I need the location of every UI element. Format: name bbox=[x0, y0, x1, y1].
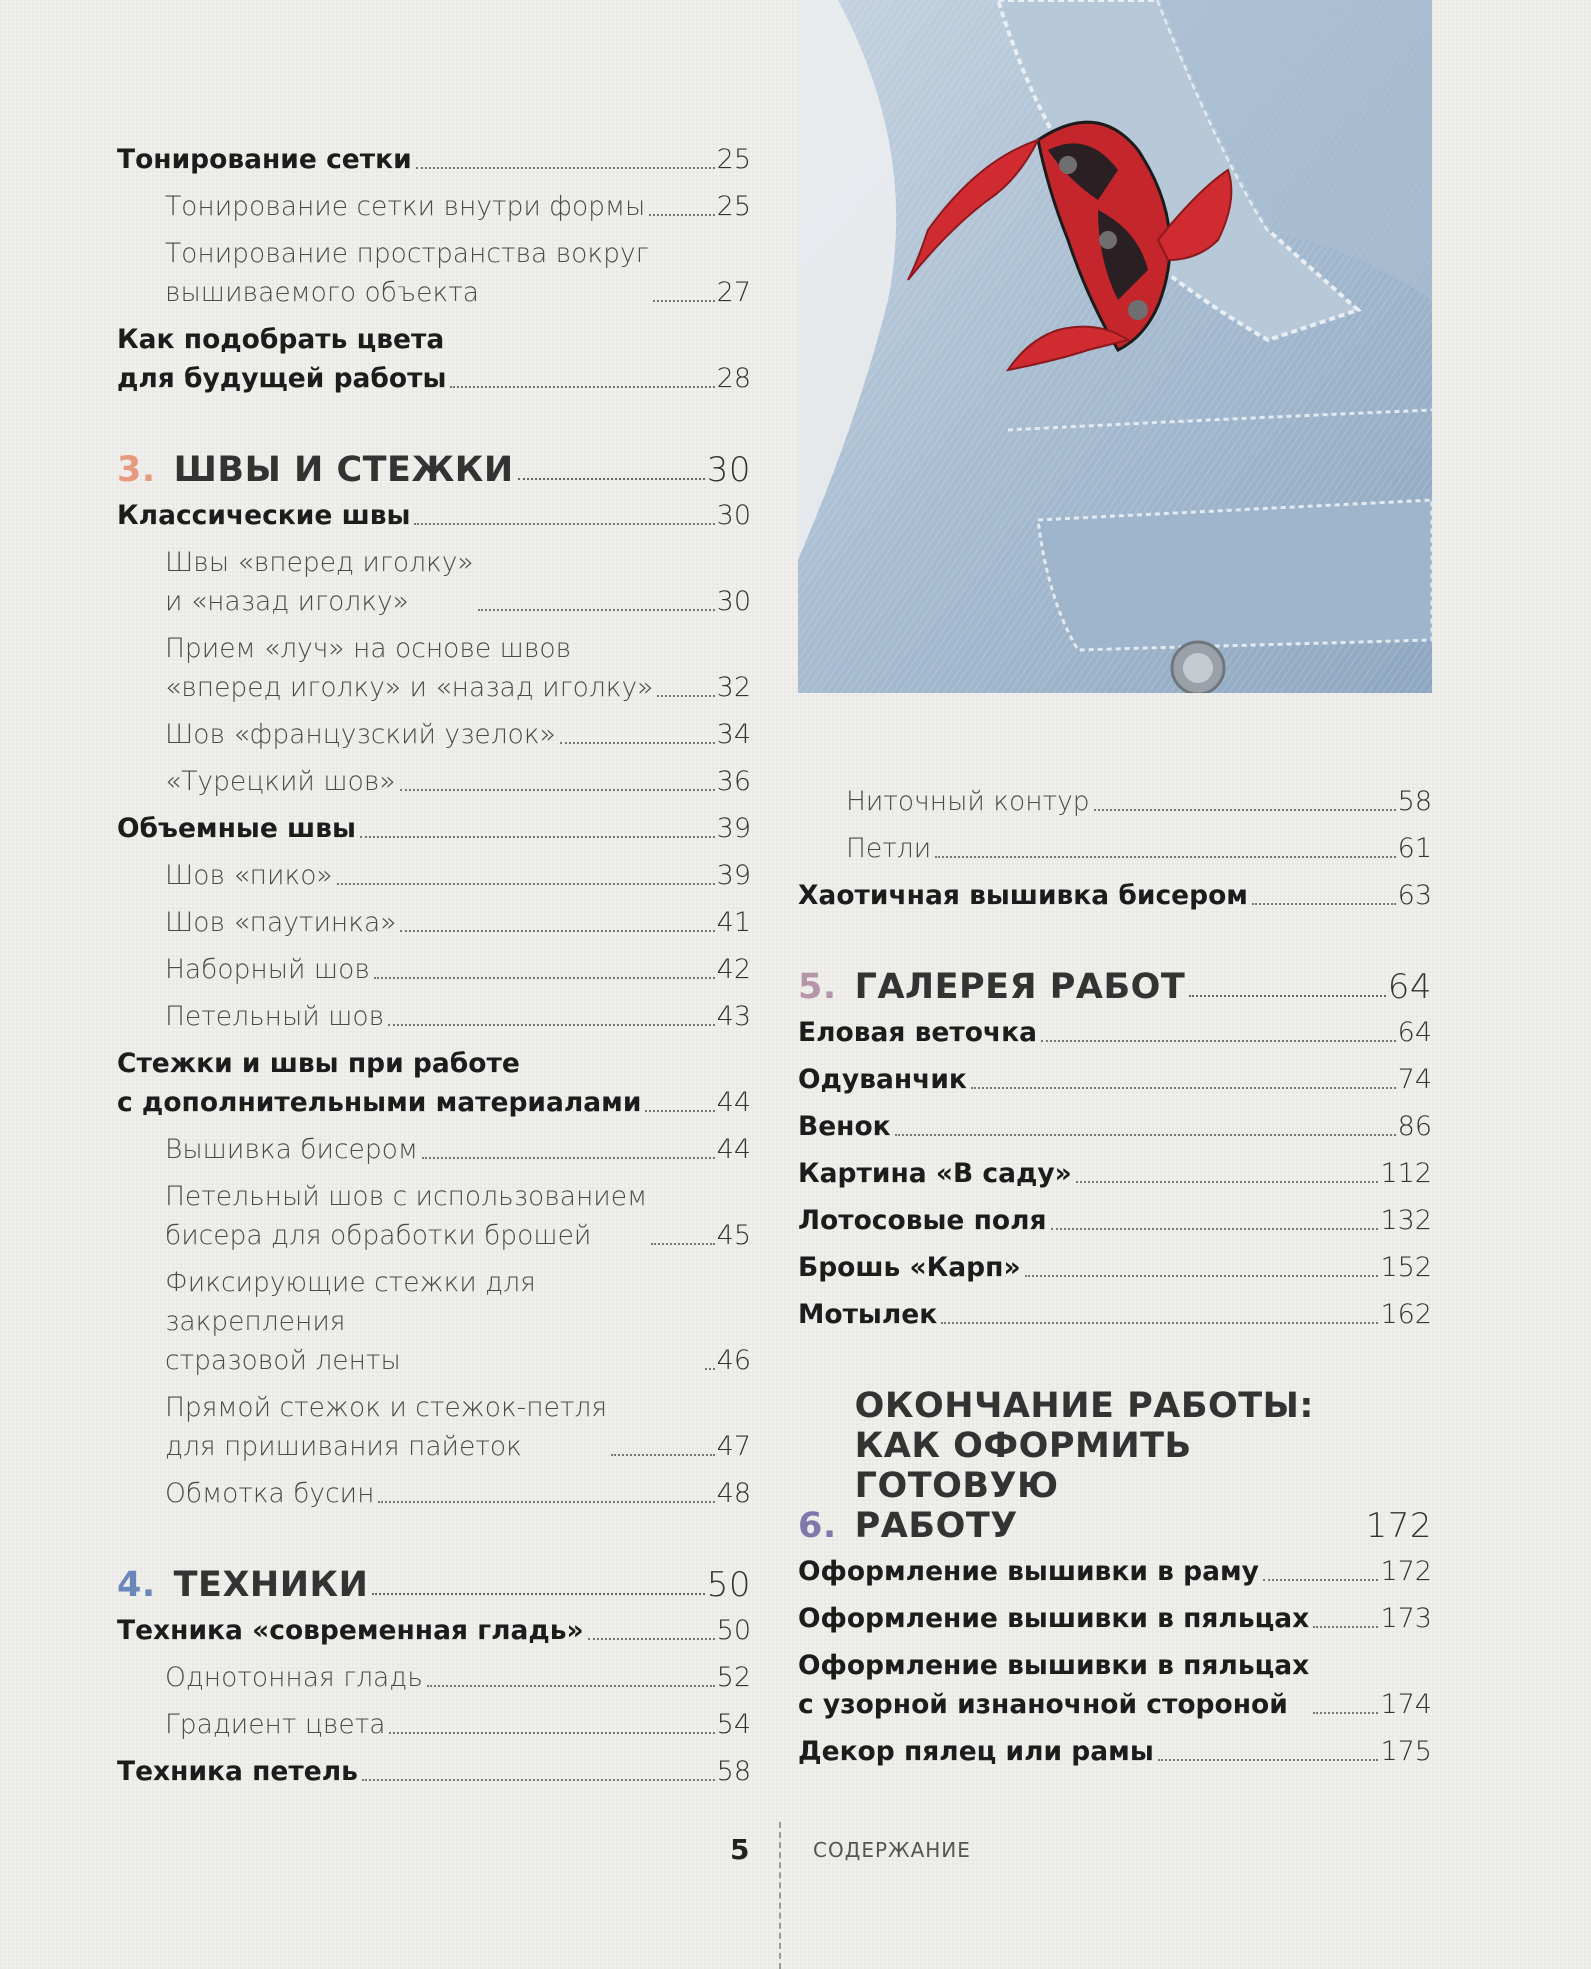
toc-page-number: 46 bbox=[716, 1345, 751, 1376]
toc-page-number: 25 bbox=[716, 144, 751, 175]
dot-leader bbox=[360, 836, 715, 838]
toc-page-number: 132 bbox=[1380, 1205, 1432, 1236]
toc-page-number: 173 bbox=[1380, 1603, 1432, 1634]
toc-entry[interactable] bbox=[798, 1646, 1432, 1724]
toc-page-number: 44 bbox=[716, 1087, 751, 1118]
toc-page-number: 41 bbox=[716, 907, 751, 938]
toc-page-number: 175 bbox=[1380, 1736, 1432, 1767]
dot-leader bbox=[971, 1087, 1396, 1089]
toc-subentry[interactable] bbox=[117, 856, 751, 895]
toc-entry-title: Декор пялец или рамы bbox=[798, 1736, 1154, 1767]
toc-entry[interactable] bbox=[117, 1611, 751, 1650]
toc-page-number: 50 bbox=[716, 1615, 751, 1646]
toc-subentry[interactable] bbox=[798, 829, 1432, 868]
dot-leader bbox=[427, 1685, 715, 1687]
toc-entry-title: Стежки и швы при работе с дополнительными материалами bbox=[117, 1048, 642, 1118]
toc-entry-title: Мотылек bbox=[798, 1299, 938, 1330]
toc-entry-title: «Турецкий шов» bbox=[165, 766, 396, 797]
toc-page-number: 27 bbox=[716, 277, 751, 308]
toc-subentry[interactable] bbox=[117, 762, 751, 801]
toc-page-number: 63 bbox=[1397, 880, 1432, 911]
toc-entry-title: Тонирование сетки bbox=[117, 144, 412, 175]
toc-page-number: 44 bbox=[716, 1134, 751, 1165]
toc-entry[interactable] bbox=[117, 140, 751, 179]
toc-entry-title: Лотосовые поля bbox=[798, 1205, 1047, 1236]
toc-page-number: 74 bbox=[1397, 1064, 1432, 1095]
toc-page-number: 174 bbox=[1380, 1689, 1432, 1720]
toc-subentry[interactable] bbox=[117, 1658, 751, 1697]
toc-section-heading[interactable] bbox=[798, 967, 1432, 1007]
toc-entry-title: Венок bbox=[798, 1111, 891, 1142]
toc-entry-title: Наборный шов bbox=[165, 954, 370, 985]
dot-leader bbox=[400, 789, 715, 791]
toc-entry-title: Одуванчик bbox=[798, 1064, 967, 1095]
dot-leader bbox=[651, 1243, 715, 1245]
section-number: 6. bbox=[798, 1506, 837, 1546]
toc-subentry[interactable] bbox=[117, 1388, 751, 1466]
toc-entry-title: Тонирование сетки внутри формы bbox=[165, 191, 646, 222]
dot-leader bbox=[372, 1593, 704, 1595]
toc-section-heading[interactable] bbox=[117, 450, 751, 490]
toc-entry-title: ГАЛЕРЕЯ РАБОТ bbox=[854, 967, 1186, 1007]
toc-page-number: 172 bbox=[1365, 1506, 1432, 1546]
dot-leader bbox=[1041, 1040, 1396, 1042]
dot-leader bbox=[388, 1024, 714, 1026]
toc-entry[interactable] bbox=[117, 1044, 751, 1122]
dot-leader bbox=[422, 1157, 715, 1159]
toc-entry-title: Обмотка бусин bbox=[165, 1478, 375, 1509]
toc-page-number: 48 bbox=[716, 1478, 751, 1509]
dot-leader bbox=[1158, 1759, 1379, 1761]
toc-entry-title: Тонирование пространства вокруг вышиваемого объекта bbox=[165, 238, 649, 308]
toc-entry-title: Шов «французский узелок» bbox=[165, 719, 556, 750]
toc-entry[interactable] bbox=[798, 1599, 1432, 1638]
toc-page-number: 58 bbox=[1397, 786, 1432, 817]
dot-leader bbox=[941, 1322, 1378, 1324]
section-number: 4. bbox=[117, 1565, 156, 1605]
toc-entry[interactable] bbox=[798, 1154, 1432, 1193]
toc-page-number: 152 bbox=[1380, 1252, 1432, 1283]
toc-entry-title: ТЕХНИКИ bbox=[173, 1565, 369, 1605]
toc-page-number: 50 bbox=[706, 1565, 751, 1605]
section-number: 5. bbox=[798, 967, 837, 1007]
toc-entry[interactable] bbox=[798, 1552, 1432, 1591]
toc-entry-title: Петельный шов bbox=[165, 1001, 385, 1032]
toc-subentry[interactable] bbox=[117, 1177, 751, 1255]
toc-entry-title: Оформление вышивки в раму bbox=[798, 1556, 1259, 1587]
dot-leader bbox=[1025, 1275, 1379, 1277]
dot-leader bbox=[611, 1454, 715, 1456]
dot-leader bbox=[1252, 903, 1396, 905]
toc-page-number: 42 bbox=[716, 954, 751, 985]
toc-page-number: 162 bbox=[1380, 1299, 1432, 1330]
toc-page-number: 43 bbox=[716, 1001, 751, 1032]
dot-leader bbox=[1313, 1712, 1378, 1714]
dot-leader bbox=[389, 1732, 714, 1734]
toc-page-number: 36 bbox=[716, 766, 751, 797]
dot-leader bbox=[414, 523, 714, 525]
toc-entry-title: Оформление вышивки в пяльцах bbox=[798, 1603, 1310, 1634]
dot-leader bbox=[1313, 1626, 1378, 1628]
toc-entry-title: Петли bbox=[846, 833, 932, 864]
toc-entry-title: Градиент цвета bbox=[165, 1709, 386, 1740]
toc-page-number: 64 bbox=[1397, 1017, 1432, 1048]
toc-entry[interactable] bbox=[117, 496, 751, 535]
toc-entry[interactable] bbox=[798, 1295, 1432, 1334]
footer-divider bbox=[779, 1822, 781, 1969]
denim-jacket-koi-brooch-photo bbox=[798, 0, 1432, 693]
toc-right-column bbox=[798, 782, 1432, 1779]
dot-leader bbox=[895, 1134, 1396, 1136]
toc-subentry[interactable] bbox=[117, 1130, 751, 1169]
dot-leader bbox=[645, 1110, 714, 1112]
running-footer-label: СОДЕРЖАНИЕ bbox=[813, 1838, 971, 1862]
toc-entry-title: Шов «пико» bbox=[165, 860, 333, 891]
toc-left-column bbox=[117, 140, 751, 1799]
section-number: 3. bbox=[117, 450, 156, 490]
toc-entry-title: ОКОНЧАНИЕ РАБОТЫ: КАК ОФОРМИТЬ ГОТОВУЮ РАБОТУ bbox=[854, 1386, 1314, 1546]
dot-leader bbox=[1189, 995, 1385, 997]
dot-leader bbox=[518, 478, 705, 480]
toc-subentry[interactable] bbox=[117, 1705, 751, 1744]
toc-section-heading[interactable] bbox=[117, 1565, 751, 1605]
toc-subentry[interactable] bbox=[117, 903, 751, 942]
toc-entry[interactable] bbox=[798, 1013, 1432, 1052]
toc-page-number: 52 bbox=[716, 1662, 751, 1693]
toc-page-number: 39 bbox=[716, 860, 751, 891]
toc-subentry[interactable] bbox=[117, 715, 751, 754]
toc-entry[interactable] bbox=[117, 1752, 751, 1791]
dot-leader bbox=[362, 1779, 715, 1781]
toc-page-number: 47 bbox=[716, 1431, 751, 1462]
dot-leader bbox=[400, 930, 714, 932]
toc-entry-title: Картина «В саду» bbox=[798, 1158, 1072, 1189]
dot-leader bbox=[1076, 1181, 1379, 1183]
toc-entry-title: Оформление вышивки в пяльцах с узорной изнаночной стороной bbox=[798, 1650, 1310, 1720]
dot-leader bbox=[657, 695, 714, 697]
toc-subentry[interactable] bbox=[798, 782, 1432, 821]
toc-entry-title: Вышивка бисером bbox=[165, 1134, 418, 1165]
toc-entry-title: Техника «современная гладь» bbox=[117, 1615, 584, 1646]
dot-leader bbox=[935, 856, 1395, 858]
toc-subentry[interactable] bbox=[117, 629, 751, 707]
toc-subentry[interactable] bbox=[117, 997, 751, 1036]
toc-entry-title: Однотонная гладь bbox=[165, 1662, 423, 1693]
toc-page-number: 112 bbox=[1380, 1158, 1432, 1189]
toc-page-number: 28 bbox=[716, 363, 751, 394]
toc-entry-title: ШВЫ И СТЕЖКИ bbox=[173, 450, 514, 490]
toc-entry-title: Фиксирующие стежки для закрепления стразовой ленты bbox=[165, 1267, 536, 1376]
dot-leader bbox=[337, 883, 715, 885]
toc-page-number: 39 bbox=[716, 813, 751, 844]
toc-page-number: 61 bbox=[1397, 833, 1432, 864]
dot-leader bbox=[416, 167, 715, 169]
toc-page-number: 58 bbox=[716, 1756, 751, 1787]
toc-entry-title: Хаотичная вышивка бисером bbox=[798, 880, 1248, 911]
toc-subentry[interactable] bbox=[117, 950, 751, 989]
dot-leader bbox=[705, 1368, 715, 1370]
toc-page-number: 30 bbox=[706, 450, 751, 490]
toc-page-number: 64 bbox=[1387, 967, 1432, 1007]
dot-leader bbox=[378, 1501, 714, 1503]
dot-leader bbox=[478, 609, 715, 611]
toc-page-number: 86 bbox=[1397, 1111, 1432, 1142]
dot-leader bbox=[653, 300, 715, 302]
toc-subentry[interactable] bbox=[117, 1263, 751, 1380]
toc-entry-title: Классические швы bbox=[117, 500, 411, 531]
toc-section-heading[interactable] bbox=[798, 1386, 1432, 1546]
toc-subentry[interactable] bbox=[117, 234, 751, 312]
toc-entry[interactable] bbox=[798, 1107, 1432, 1146]
toc-page-number: 30 bbox=[716, 586, 751, 617]
toc-entry-title: Прием «луч» на основе швов «вперед иголку» и «назад иголку» bbox=[165, 633, 654, 703]
dot-leader bbox=[1094, 809, 1396, 811]
toc-page-number: 32 bbox=[716, 672, 751, 703]
toc-subentry[interactable] bbox=[117, 187, 751, 226]
toc-entry-title: Швы «вперед иголку» и «назад иголку» bbox=[165, 547, 474, 617]
toc-entry[interactable] bbox=[798, 1060, 1432, 1099]
toc-page-number: 25 bbox=[716, 191, 751, 222]
toc-page-number: 172 bbox=[1380, 1556, 1432, 1587]
toc-entry[interactable] bbox=[798, 876, 1432, 915]
dot-leader bbox=[1051, 1228, 1379, 1230]
toc-page-number: 30 bbox=[716, 500, 751, 531]
dot-leader bbox=[374, 977, 715, 979]
toc-entry-title: Как подобрать цвета для будущей работы bbox=[117, 324, 447, 394]
toc-entry-title: Шов «паутинка» bbox=[165, 907, 397, 938]
toc-entry[interactable] bbox=[798, 1201, 1432, 1240]
toc-subentry[interactable] bbox=[117, 1474, 751, 1513]
dot-leader bbox=[588, 1638, 715, 1640]
toc-entry-title: Петельный шов с использованием бисера для обработки брошей bbox=[165, 1181, 648, 1251]
toc-entry-title: Ниточный контур bbox=[846, 786, 1090, 817]
toc-entry-title: Брошь «Карп» bbox=[798, 1252, 1021, 1283]
toc-entry[interactable] bbox=[798, 1732, 1432, 1771]
page-number: 5 bbox=[730, 1833, 750, 1866]
dot-leader bbox=[450, 386, 714, 388]
toc-entry[interactable] bbox=[798, 1248, 1432, 1287]
toc-entry-title: Еловая веточка bbox=[798, 1017, 1037, 1048]
toc-subentry[interactable] bbox=[117, 543, 751, 621]
toc-page-number: 34 bbox=[716, 719, 751, 750]
toc-entry-title: Объемные швы bbox=[117, 813, 356, 844]
jacket-illustration bbox=[798, 0, 1432, 693]
dot-leader bbox=[1263, 1579, 1379, 1581]
dot-leader bbox=[649, 214, 714, 216]
toc-page-number: 54 bbox=[716, 1709, 751, 1740]
dot-leader bbox=[560, 742, 715, 744]
toc-entry-title: Прямой стежок и стежок-петля для пришивания пайеток bbox=[165, 1392, 608, 1462]
toc-page-number: 45 bbox=[716, 1220, 751, 1251]
toc-entry-title: Техника петель bbox=[117, 1756, 358, 1787]
toc-entry[interactable] bbox=[117, 809, 751, 848]
toc-entry[interactable] bbox=[117, 320, 751, 398]
